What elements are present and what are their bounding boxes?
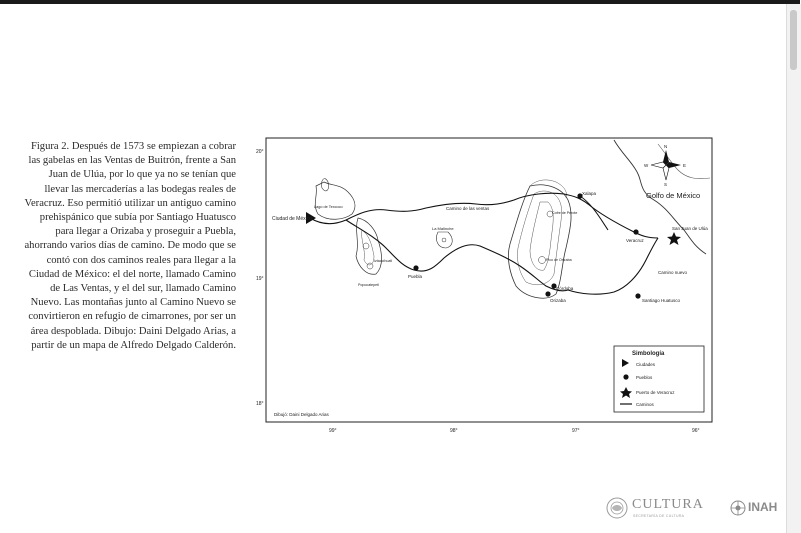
- label-cordoba: Córdoba: [556, 286, 574, 291]
- figure-caption: Figura 2. Después de 1573 se empiezan a cobrar las gabelas en las Ventas de Buitrón, frente a San Juan de Ulúa, por lo que ya no se tenían que llevar las mercaderías a las bodegas reales de Veracruz. Eso permitió utilizar un antiguo camino prehispánico que subía por Santiago Huatusco para llegar a Orizaba y proseguir a Puebla, ahorrando varios días de camino. De modo que se contó con dos caminos reales para llegar a la Ciudad de México: el del norte, llamado Camino de Las Ventas, y el del sur, llamado Camino Nuevo. Las montañas junto al Camino Nuevo se convirtieron en refugio de cimarrones, por ser un área despoblada. Dibujo: Daini Delgado Arias, a partir de un mapa de Alfredo Delgado Calderón.: [24, 141, 236, 351]
- top-border: [0, 0, 800, 4]
- vertical-scrollbar[interactable]: [786, 4, 801, 533]
- legend-label-ciudades: Ciudades: [636, 362, 656, 367]
- lon-label-99: 99°: [329, 428, 337, 434]
- label-iztaccihuatl: Iztaccíhuatl: [374, 259, 393, 263]
- label-puebla: Puebla: [408, 274, 423, 279]
- lon-label-98: 98°: [450, 428, 458, 434]
- label-cofre: Cofre de Perote: [552, 211, 578, 215]
- lat-label-19: 19°: [256, 276, 264, 282]
- marker-santiago: [635, 293, 640, 298]
- map-svg: [256, 134, 716, 434]
- inah-wordmark: INAH: [748, 500, 778, 514]
- lon-label-96: 96°: [692, 428, 700, 434]
- lon-label-97: 97°: [572, 428, 580, 434]
- label-popocatepetl: Popocatepetl: [358, 283, 379, 287]
- cultura-wordmark: CULTURA: [632, 497, 704, 512]
- marker-puebla: [413, 265, 418, 270]
- cultura-subtitle: SECRETARÍA DE CULTURA: [633, 514, 685, 518]
- label-xalapa: Xalapa: [582, 191, 597, 196]
- cultura-logo: [606, 494, 718, 522]
- legend-symbol-pueblos: [623, 374, 628, 379]
- compass-w: W: [644, 163, 649, 168]
- label-ciudad-mexico: Ciudad de México: [272, 216, 313, 222]
- map-legend: [614, 346, 704, 412]
- legend-label-caminos: Caminos: [636, 402, 654, 407]
- lat-label-20: 20°: [256, 149, 264, 155]
- lat-label-18: 18°: [256, 401, 264, 407]
- marker-orizaba: [545, 291, 550, 296]
- label-orizaba: Orizaba: [550, 298, 566, 303]
- inah-emblem-icon: [730, 500, 746, 516]
- legend-label-puerto: Puerto de Veracruz: [636, 390, 675, 395]
- footer-logos: [606, 494, 786, 522]
- label-santiago: Santiago Huatusco: [642, 298, 681, 303]
- legend-title: Simbología: [632, 351, 665, 357]
- inah-logo: [730, 494, 786, 522]
- label-camino-nuevo: Camino nuevo: [658, 270, 688, 275]
- compass-n: N: [664, 144, 668, 149]
- label-lago: Lago de Texcoco: [314, 205, 343, 209]
- scrollbar-thumb[interactable]: [790, 10, 797, 70]
- map-credit: Dibujó: Daini Delgado Arias: [274, 412, 329, 417]
- label-san-juan: San Juan de Ulúa: [672, 226, 708, 231]
- label-veracruz: Veracruz: [626, 238, 644, 243]
- label-malinche: La Malinche: [432, 226, 454, 231]
- legend-label-pueblos: Pueblos: [636, 375, 653, 380]
- marker-veracruz: [633, 229, 638, 234]
- figure-map: [256, 134, 716, 434]
- label-camino-ventas: Camino de las ventas: [446, 206, 490, 211]
- compass-e: E: [683, 163, 687, 168]
- label-golfo: Golfo de México: [646, 191, 701, 200]
- compass-s: S: [664, 182, 668, 187]
- cultura-emblem-icon: [606, 497, 628, 519]
- label-pico: Pico de Orizaba: [546, 258, 572, 262]
